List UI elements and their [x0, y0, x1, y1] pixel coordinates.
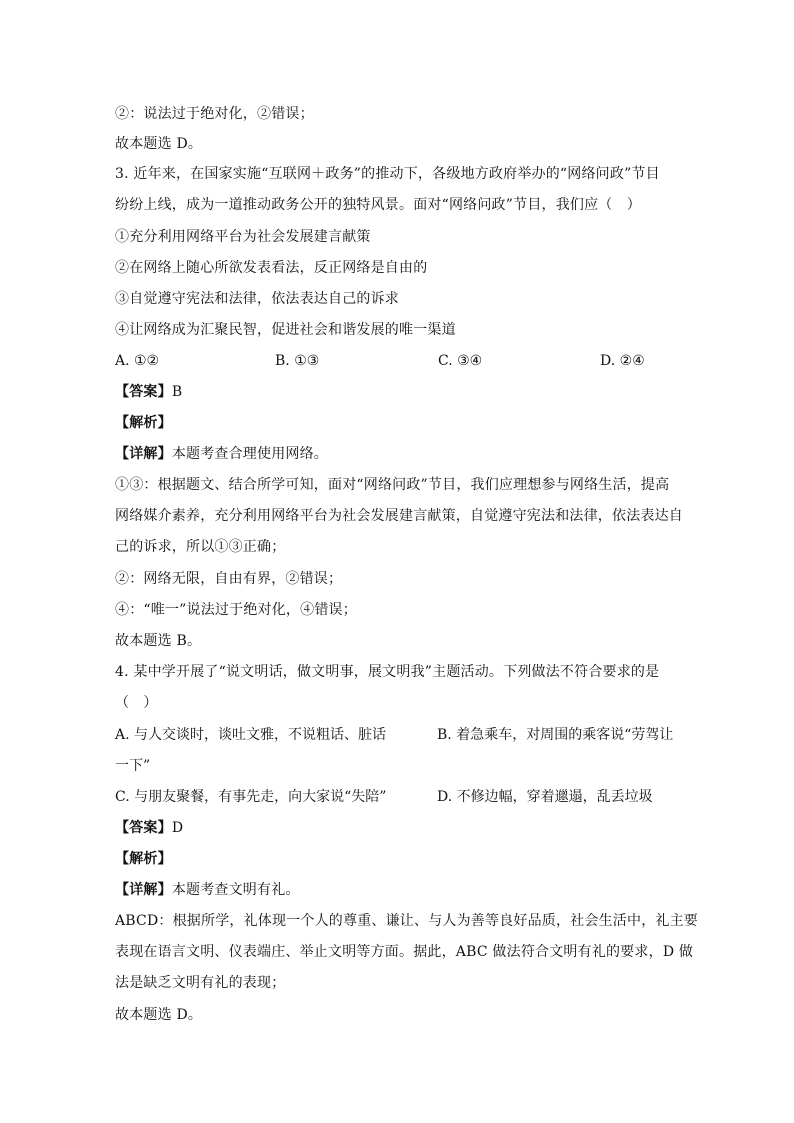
q3-option-a: A. ①②: [115, 353, 160, 369]
q4-conclusion: 故本题选 D。: [115, 1007, 203, 1023]
detail-label: 【详解】: [115, 446, 172, 462]
q3-explanation-line3: 己的诉求，所以①③正确；: [115, 539, 286, 555]
answer-value: B: [171, 384, 183, 400]
q3-option-d: D. ②④: [600, 353, 645, 369]
q3-option-b: B. ①③: [275, 353, 320, 369]
q3-item-1: ①充分利用网络平台为社会发展建言献策: [115, 229, 371, 245]
q4-answer: [115, 818, 183, 838]
prev-explanation-line: ②：说法过于绝对化，②错误；: [115, 106, 314, 122]
q3-explanation-line2: 网络媒介素养，充分利用网络平台为社会发展建言献策，自觉遵守宪法和法律，依法表达自: [115, 508, 683, 524]
q4-detail: [115, 880, 300, 900]
answer-label: 【答案】: [115, 820, 172, 836]
q4-option-b-continued: 一下”: [115, 758, 151, 774]
q4-explanation-line2: 表现在语言文明、仪表端庄、举止文明等方面。据此，ABC 做法符合文明有礼的要求，D 做: [115, 944, 694, 960]
q3-option-c: C. ③④: [438, 353, 483, 369]
q4-option-d: D. 不修边幅，穿着邋遢，乱丢垃圾: [437, 789, 653, 805]
answer-value: D: [171, 820, 184, 836]
q3-item-3: ③自觉遵守宪法和法律，依法表达自己的诉求: [115, 291, 399, 307]
q3-item-2: ②在网络上随心所欲发表看法，反正网络是自由的: [115, 260, 428, 276]
q4-analysis-label: 【解析】: [115, 851, 172, 867]
q3-answer: [115, 382, 182, 402]
q3-item-4: ④让网络成为汇聚民智，促进社会和谐发展的唯一渠道: [115, 322, 456, 338]
q3-stem-line1: 3. 近年来，在国家实施“互联网＋政务”的推动下，各级地方政府举办的“网络问政”节目: [115, 166, 660, 182]
q3-stem-line2: 纷纷上线，成为一道推动政务公开的独特风景。面对“网络问政”节目，我们应（ ）: [115, 197, 641, 213]
q4-explanation-line1: ABCD：根据所学，礼体现一个人的尊重、谦让、与人为善等良好品质，社会生活中，礼主要: [115, 913, 698, 929]
q3-explanation-line1: ①③：根据题文、结合所学可知，面对“网络问政”节目，我们应理想参与网络生活，提高: [115, 477, 670, 493]
detail-label: 【详解】: [115, 882, 172, 898]
q3-explanation-line4: ②：网络无限，自由有界，②错误；: [115, 571, 343, 587]
q3-detail: [115, 444, 328, 464]
prev-conclusion: 故本题选 D。: [115, 136, 203, 152]
q4-option-c: C. 与朋友聚餐，有事先走，向大家说“失陪”: [115, 789, 387, 805]
q3-analysis-label: 【解析】: [115, 415, 172, 431]
q3-conclusion: 故本题选 B。: [115, 633, 202, 649]
q4-explanation-line3: 法是缺乏文明有礼的表现；: [115, 975, 286, 991]
q4-option-a: A. 与人交谈时，谈吐文雅，不说粗话、脏话: [115, 727, 387, 743]
q3-explanation-line5: ④：“唯一”说法过于绝对化，④错误；: [115, 602, 357, 618]
detail-text: 本题考查文明有礼。: [171, 882, 300, 898]
q4-stem-line2: （ ）: [115, 695, 158, 711]
q4-stem-line1: 4. 某中学开展了“说文明话，做文明事，展文明我”主题活动。下列做法不符合要求的是: [115, 664, 660, 680]
q4-option-b: B. 着急乘车，对周围的乘客说“劳驾让: [437, 727, 674, 743]
answer-label: 【答案】: [115, 384, 172, 400]
detail-text: 本题考查合理使用网络。: [171, 446, 329, 462]
